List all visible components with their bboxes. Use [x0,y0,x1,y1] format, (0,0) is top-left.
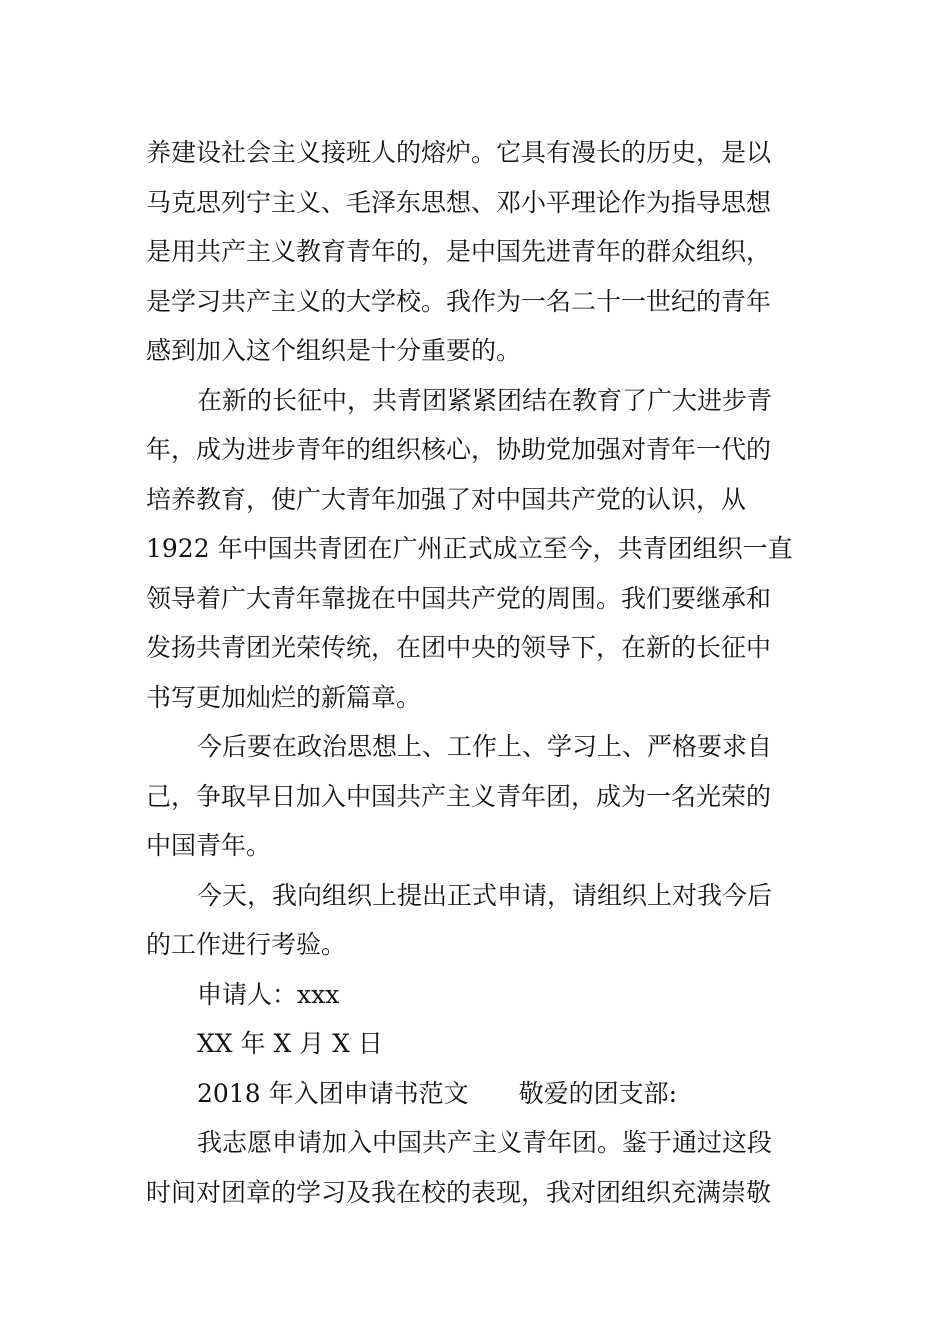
next-article-header [146,1069,806,1119]
applicant-line: 申请人：xxx [197,979,340,1009]
text-line: 的工作进行考验。 [146,930,347,959]
date-line: XX 年 X 月 X 日 [197,1029,383,1058]
text-line: 1922 年中国共青团在广州正式成立至今，共青团组织一直 [146,534,793,563]
text-line: 今后要在政治思想上、工作上、学习上、严格要求自 [197,732,773,761]
paragraph-1 [146,128,806,376]
paragraph-4 [146,871,806,970]
final-paragraph [146,1118,806,1217]
signature-block [146,970,806,1069]
next-article-title: 2018 年入团申请书范文 [197,1078,469,1108]
text-line: 书写更加灿烂的新篇章。 [146,682,422,712]
salutation: 敬爱的团支部: [518,1078,678,1108]
text-line: 是学习共产主义的大学校。我作为一名二十一世纪的青年 [146,286,772,316]
text-line: 我志愿申请加入中国共产主义青年团。鉴于通过这段 [197,1128,773,1157]
text-line: 领导着广大青年靠拢在中国共产党的周围。我们要继承和 [146,583,772,613]
text-line: 年，成为进步青年的组织核心，协助党加强对青年一代的 [146,435,772,464]
text-line: 时间对团章的学习及我在校的表现，我对团组织充满崇敬 [146,1177,772,1207]
text-line: 己，争取早日加入中国共产主义青年团，成为一名光荣的 [146,781,772,811]
text-line: 今天，我向组织上提出正式申请，请组织上对我今后 [197,880,773,910]
text-line: 感到加入这个组织是十分重要的。 [146,336,522,365]
text-line: 在新的长征中，共青团紧紧团结在教育了广大进步青 [197,385,773,415]
text-line: 发扬共青团光荣传统，在团中央的领导下，在新的长征中 [146,633,772,662]
text-line: 培养教育，使广大青年加强了对中国共产党的认识，从 [146,484,747,514]
next-article-line [146,1069,806,1119]
text-line: 是用共产主义教育青年的，是中国先进青年的群众组织， [146,237,772,266]
text-line: 中国青年。 [146,831,272,860]
text-line: 养建设社会主义接班人的熔炉。它具有漫长的历史，是以 [146,138,772,167]
document-body [146,128,806,1217]
text-line: 马克思列宁主义、毛泽东思想、邓小平理论作为指导思想 [146,187,772,217]
paragraph-3 [146,722,806,871]
paragraph-2 [146,376,806,723]
